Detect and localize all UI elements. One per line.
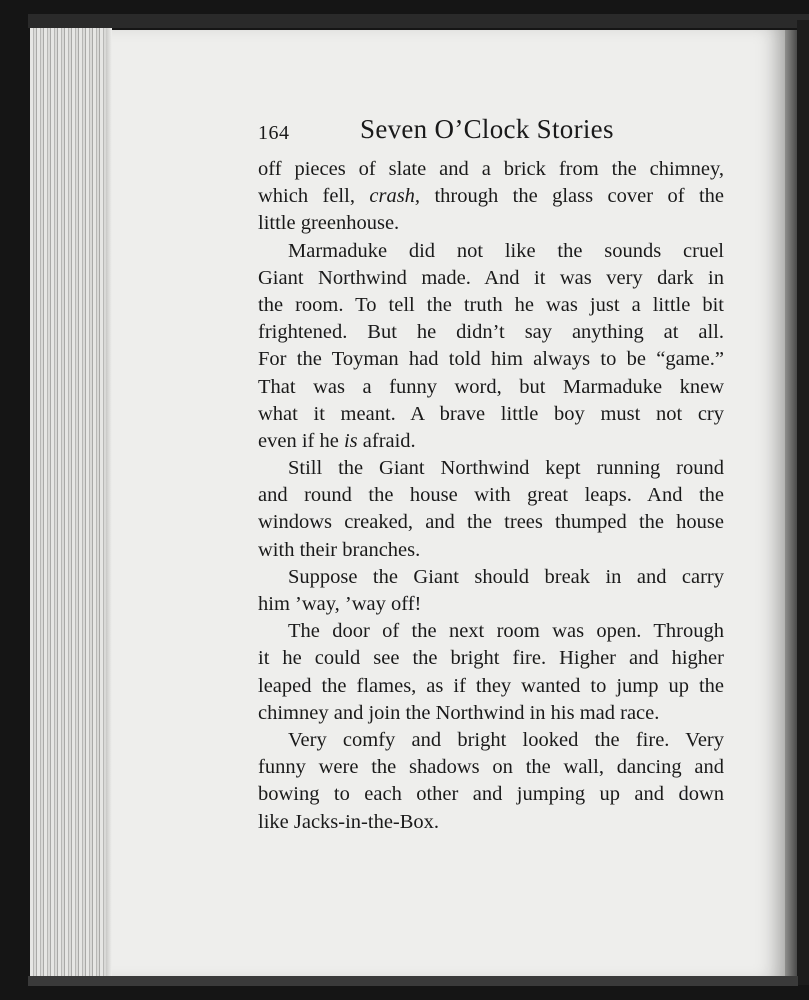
page-gutter — [785, 30, 797, 978]
text-line: frightened. But he didn’t say anything at all. — [258, 321, 724, 344]
text-line: even if he is afraid. — [258, 429, 416, 452]
text-line: Marmaduke did not like the sounds cruel — [288, 239, 724, 262]
text-line: For the Toyman had told him always to be “game.” — [258, 348, 724, 371]
text-line: Very comfy and bright looked the fire. Very — [288, 728, 724, 751]
body-text — [258, 156, 724, 836]
text-line: windows creaked, and the trees thumped the house — [258, 511, 724, 534]
book-cover-edge — [28, 14, 809, 28]
paragraph — [258, 156, 724, 238]
text-line: off pieces of slate and a brick from the chimney, — [258, 158, 724, 180]
italic-word: is — [343, 429, 358, 452]
text-line: him ’way, ’way off! — [258, 593, 422, 615]
text-line: like Jacks-in-the-Box. — [258, 810, 440, 833]
page-number: 164 — [258, 122, 290, 144]
text-line: what it meant. A brave little boy must not cry — [258, 402, 724, 425]
text-line: chimney and join the Northwind in his mad race. — [258, 701, 660, 724]
paragraph — [258, 618, 724, 727]
page-block-edges — [30, 28, 112, 976]
paragraph — [258, 238, 724, 456]
text-line: Giant Northwind made. And it was very dark in — [258, 266, 724, 289]
text-line: Still the Giant Northwind kept running round — [288, 457, 724, 480]
text-line: with their branches. — [258, 538, 421, 561]
text-line: bowing to each other and jumping up and down — [258, 783, 724, 806]
book-spine — [797, 20, 809, 985]
running-title: Seven O’Clock Stories — [360, 114, 614, 144]
text-line: Suppose the Giant should break in and carry — [288, 565, 724, 588]
text-line: funny were the shadows on the wall, dancing and — [258, 756, 724, 779]
text-line: The door of the next room was open. Through — [288, 620, 724, 643]
book-bottom-edge — [28, 976, 798, 986]
paragraph — [258, 564, 724, 618]
paragraph — [258, 455, 724, 564]
italic-word: crash, — [369, 185, 421, 208]
text-line: which fell, crash, through the glass cover of the — [258, 185, 724, 208]
page-text-block — [258, 114, 724, 836]
text-line: leaped the flames, as if they wanted to jump up the — [258, 674, 724, 697]
text-line: it he could see the bright fire. Higher and higher — [258, 647, 724, 670]
text-line: That was a funny word, but Marmaduke knew — [258, 375, 724, 398]
running-head — [258, 114, 724, 152]
text-line: little greenhouse. — [258, 212, 400, 235]
paragraph — [258, 727, 724, 836]
text-line: and round the house with great leaps. And the — [258, 484, 724, 507]
text-line: the room. To tell the truth he was just a little bit — [258, 293, 724, 316]
